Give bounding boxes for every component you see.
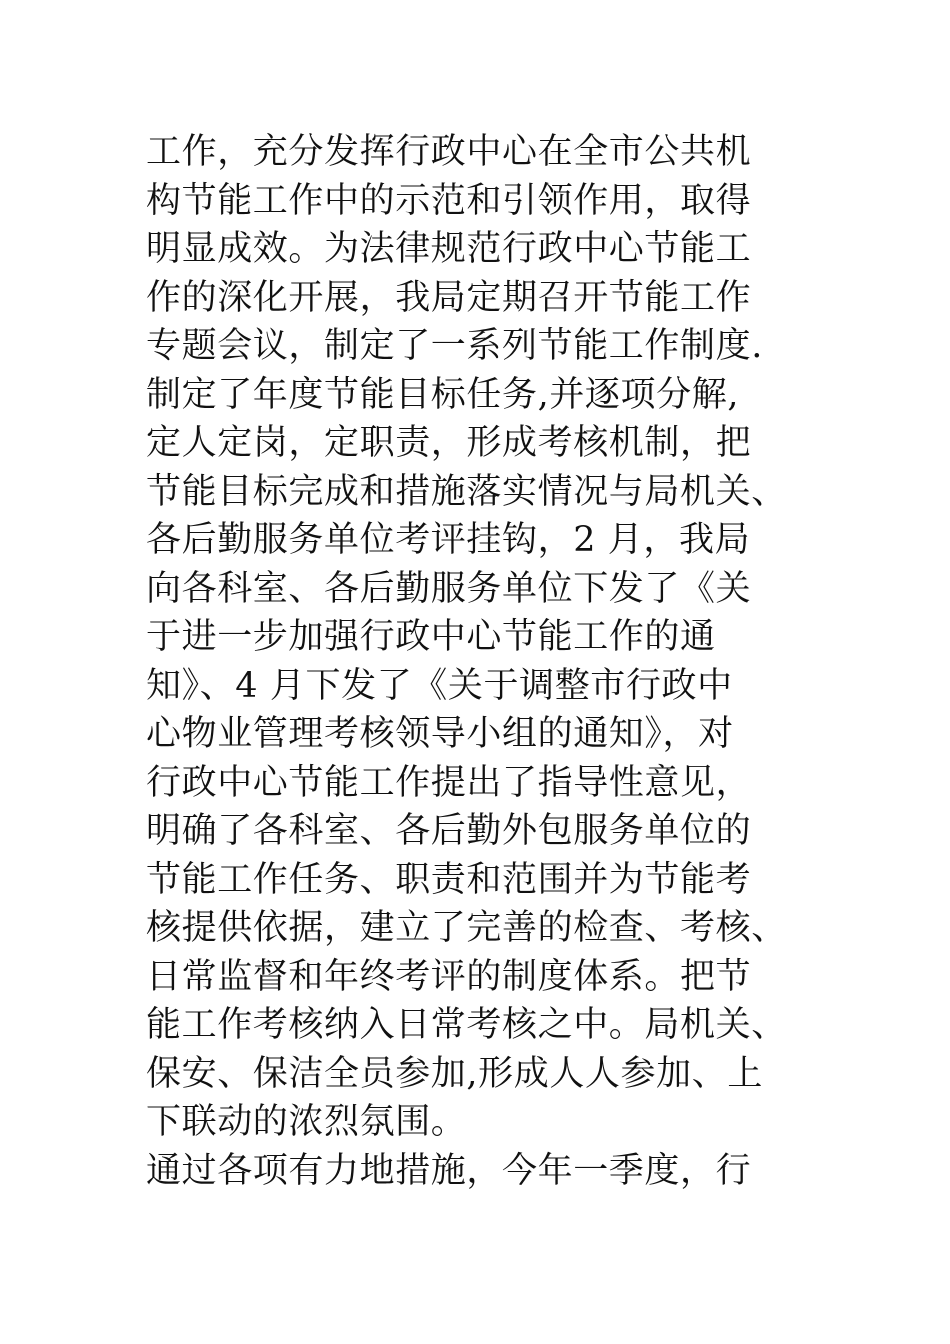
text-line: 行政中心节能工作提出了指导性意见， [146, 762, 752, 803]
text-line: 各后勤服务单位考评挂钩，2 月，我局 [146, 520, 751, 560]
text-line: 明显成效。为法律规范行政中心节能工 [146, 229, 752, 269]
text-line: 节能目标完成和措施落实情况与局机关、 [146, 471, 787, 512]
text-line: 日常监督和年终考评的制度体系。把节 [146, 956, 752, 997]
body-text [146, 128, 846, 1195]
text-line: 下联动的浓烈氛围。 [146, 1102, 467, 1142]
text-line: 作的深化开展，我局定期召开节能工作 [146, 277, 752, 318]
text-line: 能工作考核纳入日常考核之中。局机关、 [146, 1005, 787, 1045]
text-line: 于进一步加强行政中心节能工作的通 [146, 617, 716, 657]
text-line: 制定了年度节能目标任务,并逐项分解, [146, 374, 740, 415]
text-line: 知》、4 月下发了《关于调整市行政中 [146, 665, 733, 706]
text-line: 专题会议，制定了一系列节能工作制度. [146, 326, 763, 366]
text-line: 定人定岗，定职责，形成考核机制，把 [146, 423, 752, 463]
text-line: 节能工作任务、职责和范围并为节能考 [146, 859, 752, 900]
text-line: 明确了各科室、各后勤外包服务单位的 [146, 811, 752, 851]
text-line: 核提供依据，建立了完善的检查、考核、 [146, 908, 787, 948]
text-line: 心物业管理考核领导小组的通知》，对 [146, 714, 734, 754]
text-line: 保安、保洁全员参加,形成人人参加、上 [146, 1053, 763, 1094]
text-line: 工作，充分发挥行政中心在全市公共机 [146, 132, 752, 172]
text-line: 向各科室、各后勤服务单位下发了《关 [146, 568, 752, 609]
text-line: 通过各项有力地措施，今年一季度，行 [146, 1150, 752, 1191]
text-line: 构节能工作中的示范和引领作用，取得 [146, 180, 752, 221]
